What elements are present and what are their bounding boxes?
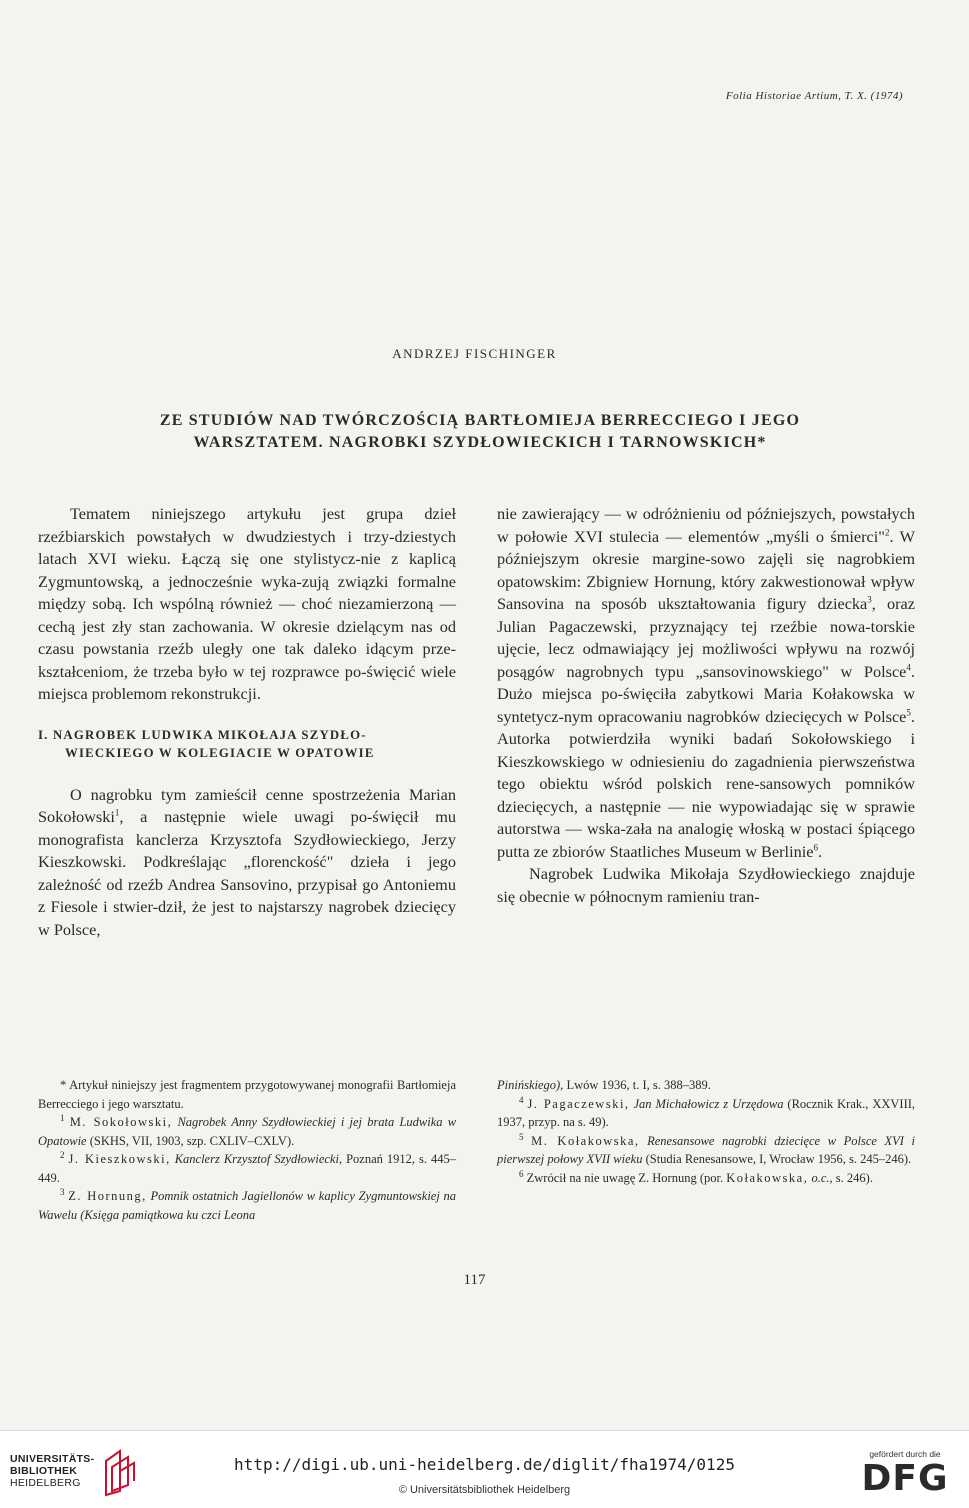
footnote-4 — [497, 1095, 915, 1132]
footnote-text: Zwrócił na nie uwagę Z. Hornung (por. — [526, 1170, 724, 1185]
footnotes-left — [38, 1076, 456, 1224]
page-number: 117 — [463, 1272, 486, 1288]
footnote-ref-2: 2 — [884, 527, 890, 538]
footnote-number: 3 — [60, 1186, 65, 1197]
footnote-number: 5 — [519, 1131, 524, 1142]
text-run: . Autorka potwierdziła wyniki badań Sokołowskiego i Kieszkowskiego w odniesieniu do zagadnienia pierwszeństwa tego obiektu wśród polskich rene-sansowych pomników dziecięcych, a następnie — nie wypowiadając się w sprawie autorstwa — wska-zała na analogię włoską w postaci śpiącego putta ze zbiorów Staatliches Museum w Berlinie — [497, 706, 915, 861]
footnote-author: M. Sokołowski, — [69, 1115, 173, 1129]
footnote-1 — [38, 1113, 456, 1150]
section-heading: I. NAGROBEK LUDWIKA MIKOŁAJA SZYDŁO-WIECKIEGO W KOLEGIACIE W OPATOWIE — [38, 727, 375, 760]
text-run: . — [818, 841, 823, 861]
footnote-author: Z. Hornung, — [68, 1189, 147, 1203]
library-line-1: UNIVERSITÄTS- — [10, 1453, 95, 1465]
library-line-2: BIBLIOTHEK — [10, 1465, 78, 1477]
footnote-3-continued — [497, 1076, 915, 1095]
footnote-number: 2 — [60, 1149, 65, 1160]
footnote-title: o.c., — [811, 1170, 833, 1185]
footnote-title: Jan Michałowicz z Urzędowa — [633, 1096, 784, 1111]
right-column — [497, 503, 915, 908]
footnote-title: Pomnik ostatnich Jagiellonów w kaplicy Zygmuntowskiej na Wawelu (Księga pamiątkowa ku czci Leona — [38, 1189, 457, 1222]
footnote-source: s. 246). — [835, 1170, 873, 1185]
footnote-star: * Artykuł niniejszy jest fragmentem przygotowywanej monografii Bartłomieja Berrecciego i jego warsztatu. — [38, 1078, 456, 1111]
footnote-ref-1: 1 — [114, 807, 120, 818]
article-title — [70, 410, 890, 454]
dfg-funding[interactable] — [855, 1449, 955, 1499]
journal-reference: Folia Historiae Artium, T. X. (1974) — [725, 90, 903, 102]
closing-paragraph: Nagrobek Ludwika Mikołaja Szydłowieckiego znajduje się obecnie w północnym ramieniu tran- — [497, 864, 915, 906]
text-run: O nagrobku tym zamieścił cenne spostrzeżenia Marian Sokołowski — [38, 784, 456, 826]
text-run: , a następnie wiele uwagi po-święcił mu monografista kanclerza Krzysztofa Szydłowieckiego, Jerzy Kieszkowski. Podkreślając „florenckość" dzieła i jego zależność od rzeźb Andrea Sansovino, przypisał go Antoniemu z Fiesole i stwier-dził, że jest to najstarszy nagrobek dziecięcy w Polsce, — [38, 807, 456, 939]
footnote-source: (Studia Renesansowe, I, Wrocław 1956, s. 245–246). — [645, 1152, 912, 1166]
text-run: nie zawierający — w odróżnieniu od późniejszych, powstałych w połowie XVI stulecia — elementów „myśli o śmierci" — [497, 504, 915, 546]
title-line-2: WARSZTATEM. NAGROBKI SZYDŁOWIECKICH I TARNOWSKICH* — [193, 434, 767, 451]
footnote-ref-4: 4 — [906, 662, 911, 673]
footnote-title: Nagrobek Anny Szydłowieckiej i jej brata Ludwika w Opatowie — [38, 1115, 457, 1148]
title-line-1: ZE STUDIÓW NAD TWÓRCZOŚCIĄ BARTŁOMIEJA BERRECCIEGO I JEGO — [159, 412, 801, 429]
intro-paragraph: Tematem niniejszego artykułu jest grupa dzieł rzeźbiarskich powstałych w dwudziestych i trzy-dziestych latach XVI wieku. Łączą się one stylistycz-nie z kaplicą Zygmuntowską, a jednocześnie wyka-zują związki formalne między sobą. Ich wspólną również — choć niezamierzoną — cechą jest zły stan zachowania. W okresie dzielącym nas od czasu powstania rzeźb uległy one tak daleko idącym prze-kształceniom, że trzeba było w tej rozprawce po-święcić wiele miejsca problemom rekonstrukcji. — [38, 504, 456, 703]
footnote-title: Kanclerz Krzysztof Szydłowiecki, — [174, 1152, 343, 1166]
left-column — [38, 503, 456, 941]
footnote-ref-5: 5 — [906, 707, 911, 718]
footnote-6 — [497, 1169, 915, 1188]
viewer-footer — [0, 1430, 969, 1508]
dfg-logo: DFG — [861, 1458, 949, 1499]
footnote-author: M. Kołakowska, — [531, 1133, 640, 1148]
funding-caption: gefördert durch die — [869, 1449, 941, 1459]
footnote-author: Kołakowska, — [726, 1170, 809, 1185]
footnote-source: (SKHS, VII, 1903, szp. CXLIV–CXLV). — [89, 1133, 295, 1148]
footnote-3 — [38, 1187, 456, 1224]
footnote-source: (Rocznik Krak., XXVIII, 1937, przyp. na s. 49). — [497, 1096, 916, 1129]
text-run: . W późniejszym okresie margine-sowo zajęli się nagrobkiem opatowskim: Zbigniew Hornung, który zakwestionował wpływ Sansovina na sposób ukształtowania figury dziecka — [497, 526, 915, 613]
footnote-number: 1 — [60, 1112, 65, 1123]
footnote-title: Renesansowe nagrobki dziecięce w Polsce XVI i pierwszej połowy XVII wieku — [497, 1133, 916, 1166]
footnote-author: J. Pagaczewski, — [527, 1096, 630, 1111]
footnote-source: Poznań 1912, s. 445–449. — [38, 1152, 456, 1185]
footnote-ref-3: 3 — [867, 594, 872, 605]
footnote-number: 6 — [519, 1168, 524, 1179]
footnote-ref-6: 6 — [813, 842, 818, 853]
copyright-notice: © Universitätsbibliothek Heidelberg — [398, 1484, 571, 1496]
library-line-3: HEIDELBERG — [10, 1477, 81, 1489]
text-run: , oraz Julian Pagaczewski, przyznający tej rzeźbie nowa-torskie ujęcie, lecz odmawiający jej możliwości wpływu na rozwój posągów nagrobnych typu „sansovinowskiego" w Polsce — [497, 594, 916, 681]
section-paragraph — [38, 784, 456, 942]
text-run: . Dużo miejsca po-święciła zabytkowi Maria Kołakowska w syntetycz-nym opracowaniu nagrobków dziecięcych w Polsce — [497, 661, 915, 726]
footnote-author: J. Kieszkowski, — [68, 1152, 171, 1166]
footnotes-right — [497, 1076, 915, 1187]
footnote-number: 4 — [519, 1094, 524, 1105]
article-author: ANDRZEJ FISCHINGER — [392, 346, 557, 361]
footnote-5 — [497, 1132, 915, 1169]
continued-paragraph — [497, 503, 915, 863]
permalink-url[interactable]: http://digi.ub.uni-heidelberg.de/diglit/fha1974/0125 — [234, 1455, 735, 1474]
footnote-2 — [38, 1150, 456, 1187]
footnote-title: Pinińskiego), — [497, 1078, 564, 1092]
footnote-source: Lwów 1936, t. I, s. 388–389. — [566, 1078, 711, 1092]
